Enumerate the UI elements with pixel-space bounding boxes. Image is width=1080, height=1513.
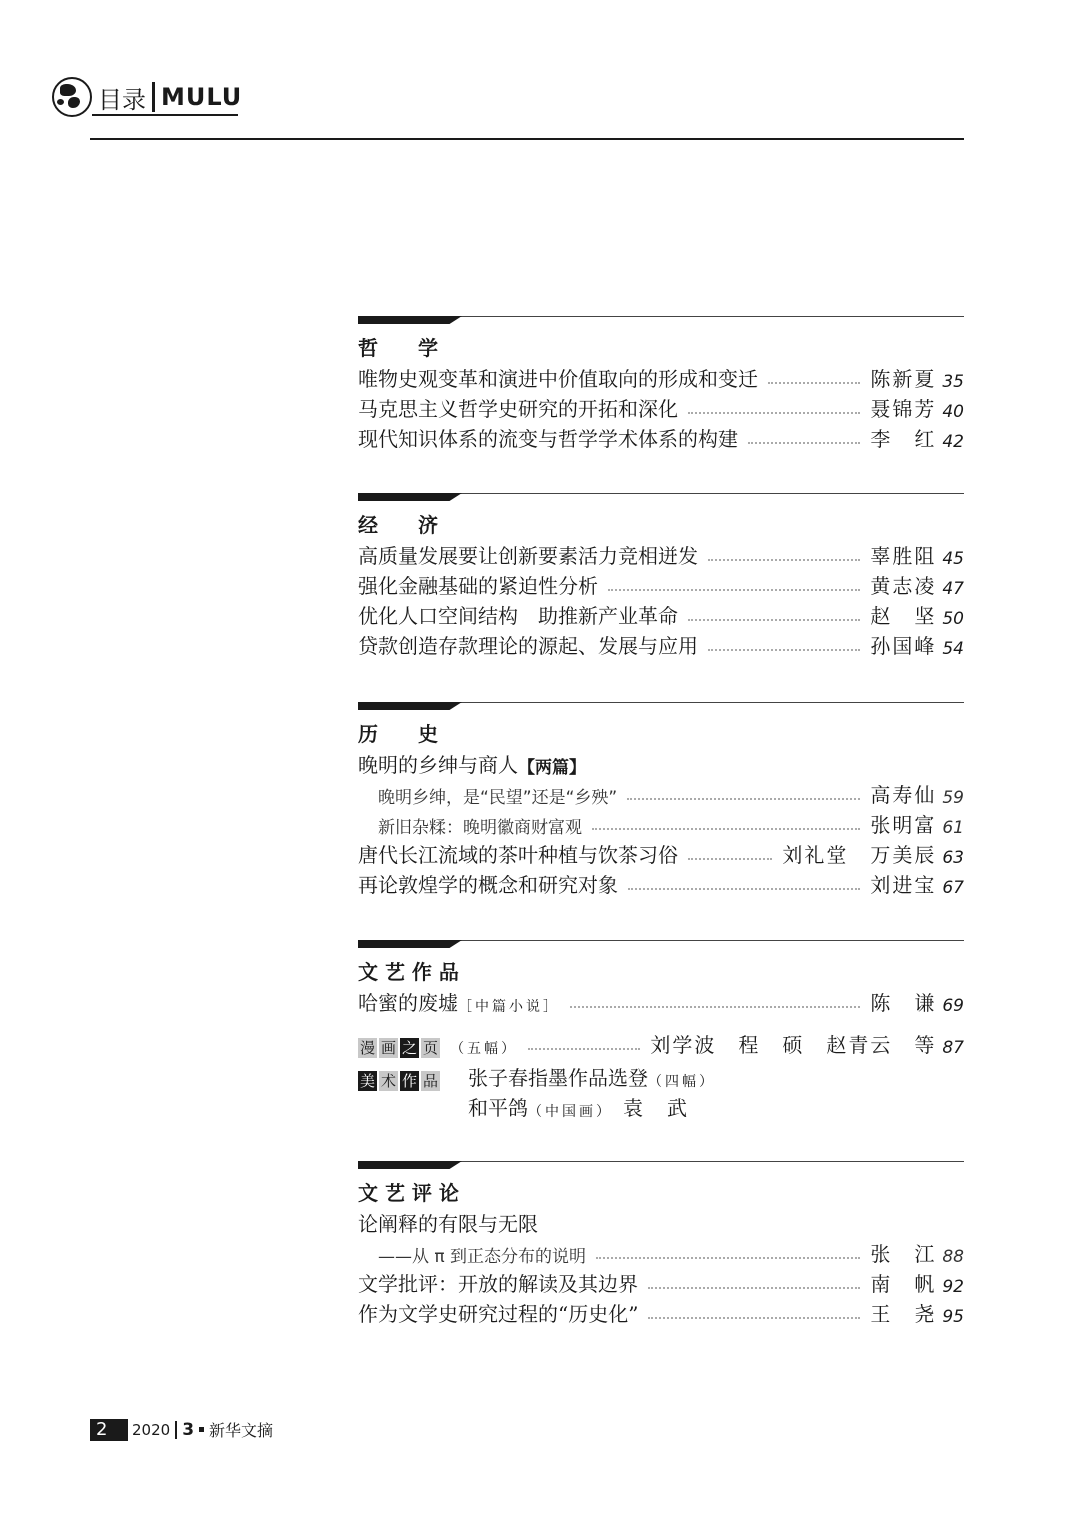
- section-rule: [358, 1161, 964, 1171]
- leader-dots: [708, 649, 860, 651]
- entry-author: 李 红: [870, 427, 937, 451]
- toc-entry[interactable]: [358, 362, 964, 392]
- toc-entry[interactable]: [358, 629, 964, 659]
- top-rule: [90, 138, 964, 140]
- entry-page: 63: [942, 848, 964, 868]
- entry-author: 赵 坚: [870, 604, 937, 628]
- section-rule: [358, 940, 964, 950]
- leader-dots: [627, 798, 860, 800]
- header-title-cn: 目录: [98, 85, 146, 114]
- group-title: 晚明的乡绅与商人: [358, 753, 518, 777]
- entry-title: 晚明乡绅，是“民望”还是“乡殃”: [378, 788, 618, 808]
- entry-page: 88: [942, 1247, 964, 1267]
- entry-author: 王 尧: [870, 1302, 937, 1326]
- leader-dots: [628, 888, 860, 890]
- entry-author: 张明富: [870, 813, 937, 837]
- globe-icon: [52, 77, 92, 117]
- section-title: 哲 学: [358, 336, 438, 360]
- header-title-en: MULU: [161, 83, 243, 111]
- toc-entry[interactable]: [358, 868, 964, 898]
- section-title: 文 艺 作 品: [358, 960, 459, 984]
- page-number: 2: [90, 1419, 128, 1441]
- entry-tag: （五幅）: [450, 1041, 519, 1057]
- entry-title: 再论敦煌学的概念和研究对象: [358, 873, 618, 897]
- entry-title: 现代知识体系的流变与哲学学术体系的构建: [358, 427, 738, 451]
- toc-entry[interactable]: [358, 1267, 964, 1297]
- section-rule: [358, 702, 964, 712]
- leader-dots: [608, 589, 860, 591]
- entry-author: 张 江: [870, 1242, 937, 1266]
- issue-number: 3: [182, 1419, 195, 1440]
- toc-entry[interactable]: [358, 986, 964, 1016]
- section-title: 文 艺 评 论: [358, 1181, 459, 1205]
- toc-entry[interactable]: [358, 569, 964, 599]
- entry-page: 42: [942, 432, 964, 452]
- page-header: [52, 76, 242, 118]
- entry-title: 论阐释的有限与无限: [358, 1212, 538, 1236]
- entry-page: 87: [942, 1038, 964, 1058]
- section-literature: [358, 940, 964, 1016]
- issue-year: 2020: [132, 1420, 171, 1439]
- toc-sub-entry[interactable]: [358, 808, 964, 838]
- section-title: 经 济: [358, 513, 438, 537]
- entry-title: 文学批评：开放的解读及其边界: [358, 1272, 638, 1296]
- entry-tag: （四幅）: [648, 1074, 716, 1090]
- entry-author: 袁 武: [623, 1096, 689, 1120]
- section-history: [358, 702, 964, 898]
- section-philosophy: [358, 316, 964, 452]
- toc-entry[interactable]: [358, 1028, 964, 1058]
- entry-page: 59: [942, 788, 964, 808]
- entry-author: 陈 谦: [870, 991, 937, 1015]
- toc-entry[interactable]: [358, 599, 964, 629]
- leader-dots: [748, 442, 860, 444]
- art-entry-title[interactable]: 和平鸽: [468, 1096, 528, 1120]
- entry-page: 50: [942, 609, 964, 629]
- square-bullet-icon: [199, 1427, 204, 1432]
- toc-sub-entry[interactable]: [358, 778, 964, 808]
- header-underline: [92, 114, 238, 116]
- entry-page: 47: [942, 579, 964, 599]
- leader-dots: [708, 559, 860, 561]
- toc-entry[interactable]: [358, 1297, 964, 1327]
- entry-author: 聂锦芳: [870, 397, 937, 421]
- entry-title: 哈蜜的废墟: [358, 991, 458, 1015]
- entry-author: 刘礼堂 万美辰: [782, 843, 937, 867]
- art-entry-title[interactable]: 张子春指墨作品选登: [468, 1066, 648, 1090]
- entry-page: 92: [942, 1277, 964, 1297]
- entry-page: 40: [942, 402, 964, 422]
- entry-title: 唐代长江流域的茶叶种植与饮茶习俗: [358, 843, 678, 867]
- toc-group-title[interactable]: [358, 748, 964, 778]
- leader-dots: [768, 382, 860, 384]
- comics-page-entry[interactable]: [358, 1028, 964, 1058]
- leader-dots: [570, 1006, 860, 1008]
- section-economics: [358, 493, 964, 659]
- entry-tag: （中国画）: [528, 1104, 613, 1120]
- entry-title: 贷款创造存款理论的源起、发展与应用: [358, 634, 698, 658]
- entry-title: 唯物史观变革和演进中价值取向的形成和变迁: [358, 367, 758, 391]
- entry-author: 刘学波 程 硕 赵青云 等: [650, 1033, 937, 1057]
- entry-author: 孙国峰: [870, 634, 937, 658]
- entry-title: 强化金融基础的紧迫性分析: [358, 574, 598, 598]
- leader-dots: [688, 858, 772, 860]
- leader-dots: [688, 619, 860, 621]
- leader-dots: [528, 1048, 640, 1050]
- art-label: 美 术 作 品: [360, 1072, 439, 1090]
- section-criticism: [358, 1161, 964, 1327]
- entry-author: 黄志凌: [870, 574, 937, 598]
- toc-entry[interactable]: [358, 392, 964, 422]
- leader-dots: [648, 1317, 860, 1319]
- entry-author: 辜胜阻: [870, 544, 937, 568]
- entry-tag: ［中篇小说］: [458, 999, 560, 1015]
- magazine-name: 新华文摘: [209, 1421, 274, 1440]
- entry-page: 54: [942, 639, 964, 659]
- section-rule: [358, 316, 964, 326]
- entry-title: 马克思主义哲学史研究的开拓和深化: [358, 397, 678, 421]
- entry-page: 61: [942, 818, 964, 838]
- group-tag: 【两篇】: [518, 758, 586, 778]
- toc-entry[interactable]: [358, 838, 964, 868]
- section-rule: [358, 493, 964, 503]
- toc-entry[interactable]: [358, 539, 964, 569]
- toc-entry[interactable]: [358, 422, 964, 452]
- leader-dots: [688, 412, 860, 414]
- entry-page: 67: [942, 878, 964, 898]
- entry-title: 作为文学史研究过程的“历史化”: [358, 1302, 639, 1326]
- leader-dots: [648, 1287, 860, 1289]
- entry-title: 新旧杂糅：晚明徽商财富观: [378, 818, 582, 838]
- section-title: 历 史: [358, 722, 438, 746]
- page-footer: [90, 1418, 273, 1441]
- leader-dots: [596, 1257, 860, 1259]
- entry-author: 高寿仙: [870, 783, 937, 807]
- entry-author: 陈新夏: [870, 367, 937, 391]
- entry-author: 刘进宝: [870, 873, 937, 897]
- toc-entry[interactable]: [358, 1237, 964, 1267]
- entry-page: 69: [942, 996, 964, 1016]
- entry-page: 45: [942, 549, 964, 569]
- toc-entry-title-line[interactable]: [358, 1207, 964, 1237]
- entry-page: 35: [942, 372, 964, 392]
- entry-subtitle: ——从 π 到正态分布的说明: [378, 1247, 587, 1267]
- entry-author: 南 帆: [870, 1272, 937, 1296]
- entry-page: 95: [942, 1307, 964, 1327]
- footer-divider: [175, 1421, 177, 1439]
- entry-title: 高质量发展要让创新要素活力竞相迸发: [358, 544, 698, 568]
- comics-label: 漫 画 之 页: [360, 1039, 439, 1057]
- art-works-entry[interactable]: [358, 1061, 964, 1121]
- leader-dots: [592, 828, 860, 830]
- header-divider: [152, 82, 155, 112]
- entry-title: 优化人口空间结构 助推新产业革命: [358, 604, 678, 628]
